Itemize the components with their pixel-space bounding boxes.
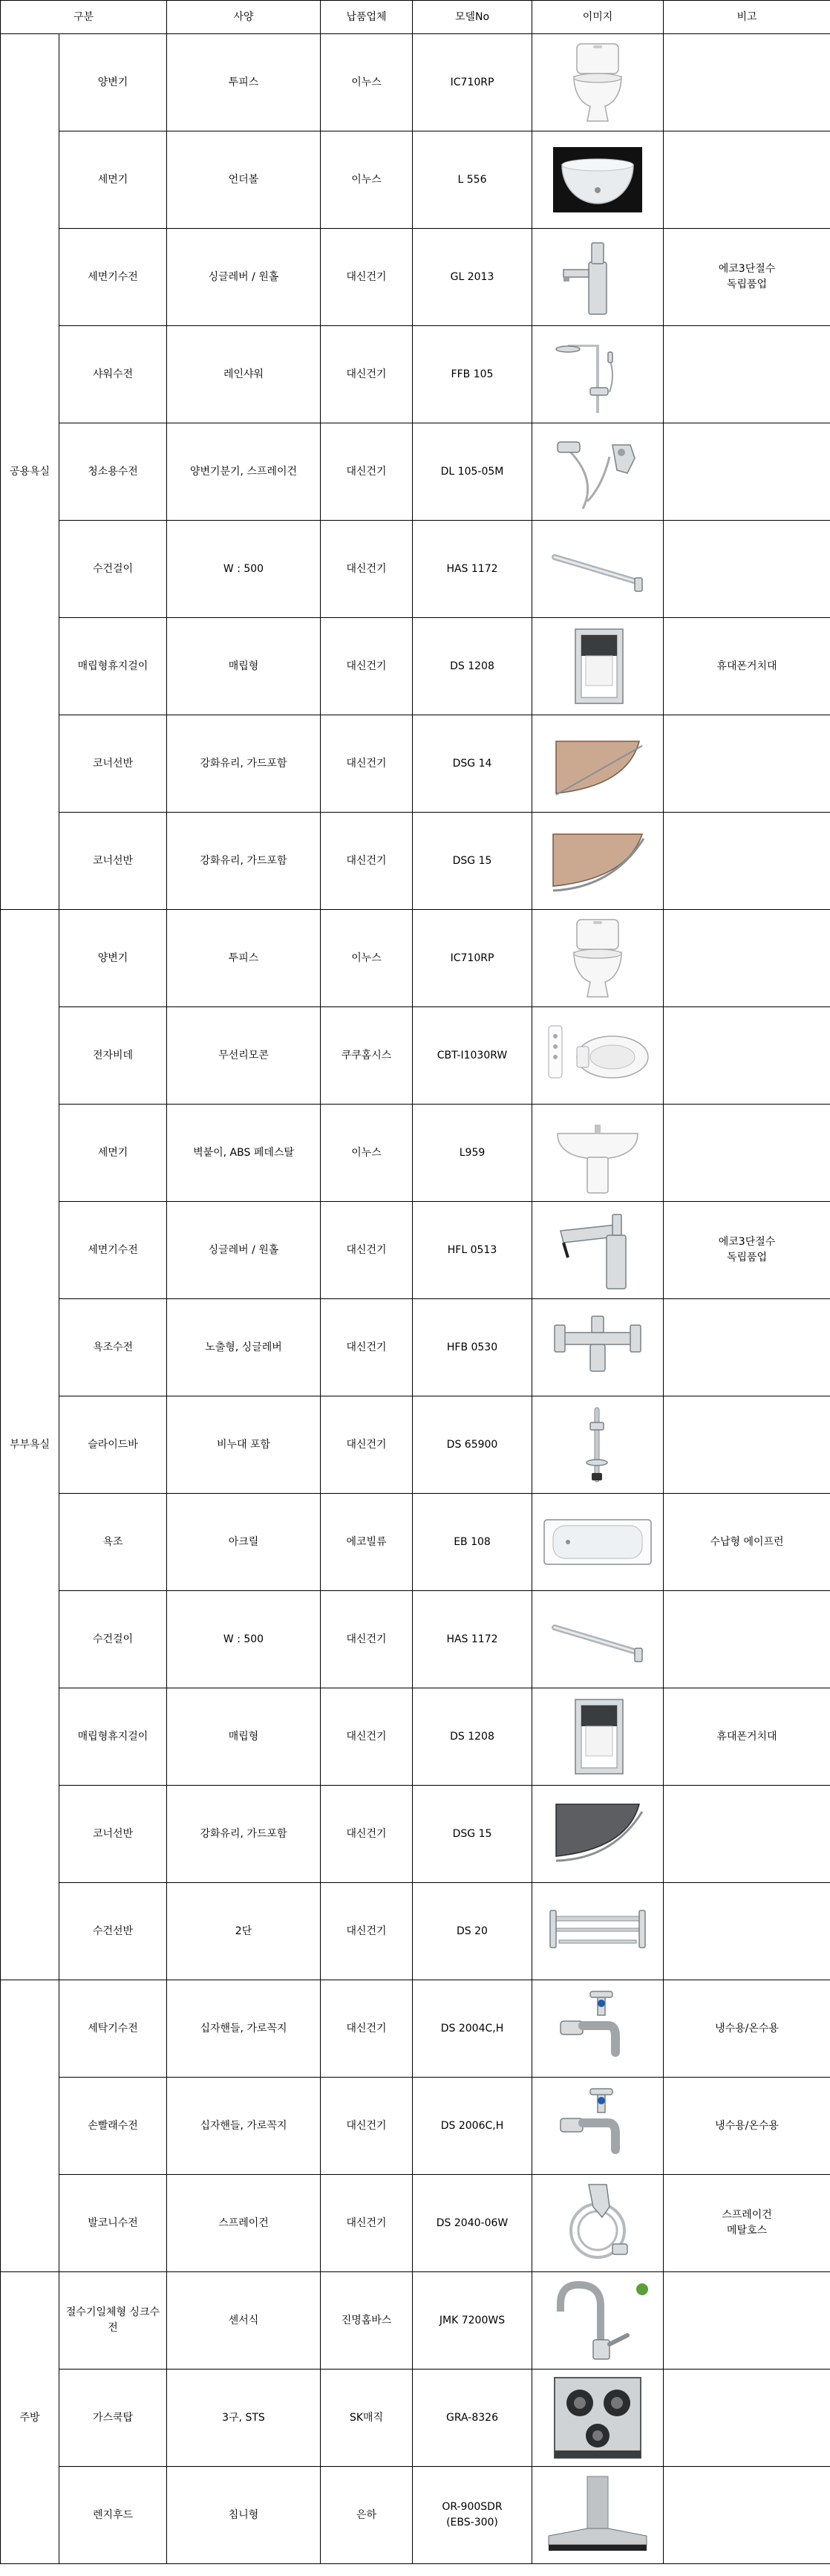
pedestal-basin-icon	[538, 1108, 657, 1197]
vendor-cell: 이누스	[321, 34, 413, 131]
image-cell	[532, 2272, 664, 2370]
vendor-cell: 대신건기	[321, 229, 413, 326]
washer-tap-icon	[538, 2081, 657, 2170]
note-cell	[664, 326, 830, 423]
note-cell	[664, 1396, 830, 1494]
table-row	[1, 326, 830, 423]
item-name-cell: 발코니수전	[59, 2175, 167, 2272]
note-cell	[664, 910, 830, 1007]
spec-cell: 매립형	[167, 618, 321, 715]
header-row	[1, 1, 830, 34]
spec-cell: 레인샤워	[167, 326, 321, 423]
item-name-cell: 매립형휴지걸이	[59, 618, 167, 715]
model-cell: DSG 14	[413, 715, 532, 813]
note-cell	[664, 813, 830, 910]
item-name-cell: 샤워수전	[59, 326, 167, 423]
image-cell	[532, 34, 664, 131]
note-cell: 냉수용/온수용	[664, 2078, 830, 2175]
model-cell: HAS 1172	[413, 1591, 532, 1688]
model-cell: DSG 15	[413, 813, 532, 910]
range-hood-icon	[538, 2471, 657, 2560]
table-row	[1, 1105, 830, 1202]
vendor-cell: SK매직	[321, 2370, 413, 2467]
vendor-cell: 대신건기	[321, 1688, 413, 1786]
vendor-cell: 대신건기	[321, 618, 413, 715]
vendor-cell: 대신건기	[321, 813, 413, 910]
spec-cell: 십자핸들, 가로꼭지	[167, 1980, 321, 2078]
note-cell: 스프레이건 메탈호스	[664, 2175, 830, 2272]
note-cell: 에코3단절수 독립품업	[664, 1202, 830, 1299]
image-cell	[532, 326, 664, 423]
spec-cell: 2단	[167, 1883, 321, 1980]
item-name-cell: 매립형휴지걸이	[59, 1688, 167, 1786]
sink-faucet-icon	[538, 2276, 657, 2365]
image-cell	[532, 2175, 664, 2272]
note-cell	[664, 715, 830, 813]
vendor-cell: 대신건기	[321, 521, 413, 618]
model-cell: HFB 0530	[413, 1299, 532, 1396]
note-cell	[664, 1299, 830, 1396]
vendor-cell: 이누스	[321, 1105, 413, 1202]
vendor-cell: 대신건기	[321, 326, 413, 423]
table-row	[1, 2175, 830, 2272]
image-cell	[532, 2370, 664, 2467]
model-cell: JMK 7200WS	[413, 2272, 532, 2370]
corner-shelf-bronze-icon	[538, 719, 657, 808]
image-cell	[532, 1980, 664, 2078]
table-row	[1, 229, 830, 326]
model-cell: DS 1208	[413, 618, 532, 715]
note-cell	[664, 423, 830, 521]
rain-shower-icon	[538, 330, 657, 419]
image-cell	[532, 1396, 664, 1494]
image-cell	[532, 1105, 664, 1202]
header-model: 모델No	[413, 1, 532, 34]
spec-cell: 양변기분기, 스프레이건	[167, 423, 321, 521]
washer-tap-icon	[538, 1984, 657, 2073]
table-row	[1, 1786, 830, 1883]
model-cell: GRA-8326	[413, 2370, 532, 2467]
spec-cell: 스프레이건	[167, 2175, 321, 2272]
spec-cell: 강화유리, 가드포함	[167, 813, 321, 910]
group-label: 부부욕실	[1, 910, 59, 1980]
note-cell	[664, 521, 830, 618]
vendor-cell: 이누스	[321, 910, 413, 1007]
note-cell	[664, 2370, 830, 2467]
note-cell: 냉수용/온수용	[664, 1980, 830, 2078]
item-name-cell: 수건선반	[59, 1883, 167, 1980]
item-name-cell: 가스쿡탑	[59, 2370, 167, 2467]
spec-cell: 침니형	[167, 2467, 321, 2564]
spray-gun-icon	[538, 427, 657, 516]
group-label: 주방	[1, 2272, 59, 2564]
spec-cell: 싱글레버 / 원홀	[167, 229, 321, 326]
model-cell: DS 20	[413, 1883, 532, 1980]
image-cell	[532, 1494, 664, 1591]
spec-cell: 언더볼	[167, 131, 321, 229]
image-cell	[532, 1688, 664, 1786]
group-label: 공용욕실	[1, 34, 59, 910]
image-cell	[532, 2467, 664, 2564]
table-row	[1, 618, 830, 715]
item-name-cell: 양변기	[59, 34, 167, 131]
image-cell	[532, 715, 664, 813]
spec-cell: 투피스	[167, 34, 321, 131]
note-cell: 휴대폰거치대	[664, 618, 830, 715]
spec-cell: 십자핸들, 가로꼭지	[167, 2078, 321, 2175]
towel-bar-icon	[538, 1595, 657, 1684]
model-cell: FFB 105	[413, 326, 532, 423]
item-name-cell: 코너선반	[59, 715, 167, 813]
vendor-cell: 대신건기	[321, 1299, 413, 1396]
table-row	[1, 521, 830, 618]
item-name-cell: 절수기일체형 싱크수전	[59, 2272, 167, 2370]
image-cell	[532, 2078, 664, 2175]
basin-faucet-icon	[538, 232, 657, 322]
vendor-cell: 이누스	[321, 131, 413, 229]
item-name-cell: 욕조수전	[59, 1299, 167, 1396]
table-row	[1, 1980, 830, 2078]
spec-cell: 싱글레버 / 원홀	[167, 1202, 321, 1299]
model-cell: EB 108	[413, 1494, 532, 1591]
note-cell	[664, 1591, 830, 1688]
vendor-cell: 쿠쿠홈시스	[321, 1007, 413, 1105]
model-cell: L 556	[413, 131, 532, 229]
image-cell	[532, 423, 664, 521]
model-cell: HFL 0513	[413, 1202, 532, 1299]
table-row	[1, 1688, 830, 1786]
table-row	[1, 131, 830, 229]
image-cell	[532, 813, 664, 910]
note-cell	[664, 34, 830, 131]
vendor-cell: 에코빌류	[321, 1494, 413, 1591]
note-cell	[664, 1007, 830, 1105]
spec-cell: 강화유리, 가드포함	[167, 715, 321, 813]
item-name-cell: 코너선반	[59, 1786, 167, 1883]
model-cell: DS 2006C,H	[413, 2078, 532, 2175]
table-row	[1, 1202, 830, 1299]
towel-shelf-icon	[538, 1887, 657, 1976]
model-cell: OR-900SDR (EBS-300)	[413, 2467, 532, 2564]
item-name-cell: 수건걸이	[59, 521, 167, 618]
corner-shelf-dark-icon	[538, 1789, 657, 1879]
header-image: 이미지	[532, 1, 664, 34]
item-name-cell: 세면기	[59, 131, 167, 229]
undercounter-basin-icon	[538, 135, 657, 224]
gas-cooktop-icon	[538, 2373, 657, 2462]
model-cell: DL 105-05M	[413, 423, 532, 521]
model-cell: DS 2040-06W	[413, 2175, 532, 2272]
item-name-cell: 욕조	[59, 1494, 167, 1591]
bath-faucet-icon	[538, 1303, 657, 1392]
item-name-cell: 세면기	[59, 1105, 167, 1202]
image-cell	[532, 1007, 664, 1105]
note-cell	[664, 2272, 830, 2370]
header-category: 구분	[1, 1, 167, 34]
model-cell: DSG 15	[413, 1786, 532, 1883]
vendor-cell: 진명홈바스	[321, 2272, 413, 2370]
image-cell	[532, 618, 664, 715]
toilet-icon	[538, 38, 657, 127]
vendor-cell: 대신건기	[321, 1591, 413, 1688]
item-name-cell: 슬라이드바	[59, 1396, 167, 1494]
image-cell	[532, 1883, 664, 1980]
balcony-spray-icon	[538, 2179, 657, 2268]
vendor-cell: 대신건기	[321, 1980, 413, 2078]
item-name-cell: 코너선반	[59, 813, 167, 910]
note-cell	[664, 1105, 830, 1202]
image-cell	[532, 229, 664, 326]
towel-bar-icon	[538, 524, 657, 614]
note-cell	[664, 131, 830, 229]
model-cell: DS 2004C,H	[413, 1980, 532, 2078]
image-cell	[532, 521, 664, 618]
vendor-cell: 대신건기	[321, 423, 413, 521]
note-cell: 에코3단절수 독립품업	[664, 229, 830, 326]
vendor-cell: 대신건기	[321, 1883, 413, 1980]
note-cell	[664, 1883, 830, 1980]
spec-cell: 무선리모콘	[167, 1007, 321, 1105]
image-cell	[532, 131, 664, 229]
note-cell	[664, 1786, 830, 1883]
paper-holder-icon	[538, 1692, 657, 1781]
spec-cell: 비누대 포함	[167, 1396, 321, 1494]
item-name-cell: 전자비데	[59, 1007, 167, 1105]
table-body	[1, 34, 830, 2564]
item-name-cell: 청소용수전	[59, 423, 167, 521]
vendor-cell: 대신건기	[321, 2175, 413, 2272]
spec-cell: 센서식	[167, 2272, 321, 2370]
header-vendor: 납품업체	[321, 1, 413, 34]
table-row	[1, 1494, 830, 1591]
model-cell: DS 65900	[413, 1396, 532, 1494]
table-row	[1, 2370, 830, 2467]
note-cell: 휴대폰거치대	[664, 1688, 830, 1786]
header-spec: 사양	[167, 1, 321, 34]
paper-holder-icon	[538, 622, 657, 711]
note-cell: 수납형 에이프런	[664, 1494, 830, 1591]
spec-cell: 강화유리, 가드포함	[167, 1786, 321, 1883]
model-cell: L959	[413, 1105, 532, 1202]
item-name-cell: 렌지후드	[59, 2467, 167, 2564]
image-cell	[532, 1591, 664, 1688]
image-cell	[532, 910, 664, 1007]
spec-cell: 아크릴	[167, 1494, 321, 1591]
image-cell	[532, 1202, 664, 1299]
item-name-cell: 수건걸이	[59, 1591, 167, 1688]
spec-cell: 투피스	[167, 910, 321, 1007]
model-cell: IC710RP	[413, 34, 532, 131]
spec-cell: 3구, STS	[167, 2370, 321, 2467]
model-cell: CBT-I1030RW	[413, 1007, 532, 1105]
table-row	[1, 1299, 830, 1396]
spec-cell: 벽붙이, ABS 페데스탈	[167, 1105, 321, 1202]
spec-cell: 노출형, 싱글레버	[167, 1299, 321, 1396]
table-row	[1, 1591, 830, 1688]
model-cell: IC710RP	[413, 910, 532, 1007]
vendor-cell: 은하	[321, 2467, 413, 2564]
toilet-icon	[538, 914, 657, 1003]
model-cell: HAS 1172	[413, 521, 532, 618]
bathtub-icon	[538, 1497, 657, 1587]
table-row	[1, 2272, 830, 2370]
bidet-icon	[538, 1011, 657, 1100]
vendor-cell: 대신건기	[321, 2078, 413, 2175]
item-name-cell: 손빨래수전	[59, 2078, 167, 2175]
image-cell	[532, 1299, 664, 1396]
note-cell	[664, 2467, 830, 2564]
model-cell: GL 2013	[413, 229, 532, 326]
spec-cell: W : 500	[167, 521, 321, 618]
vendor-cell: 대신건기	[321, 1786, 413, 1883]
item-name-cell: 세면기수전	[59, 229, 167, 326]
slide-bar-icon	[538, 1400, 657, 1489]
item-name-cell: 세면기수전	[59, 1202, 167, 1299]
model-cell: DS 1208	[413, 1688, 532, 1786]
vendor-cell: 대신건기	[321, 715, 413, 813]
spec-cell: 매립형	[167, 1688, 321, 1786]
item-name-cell: 양변기	[59, 910, 167, 1007]
vendor-cell: 대신건기	[321, 1396, 413, 1494]
table-row	[1, 1883, 830, 1980]
item-name-cell: 세탁기수전	[59, 1980, 167, 2078]
image-cell	[532, 1786, 664, 1883]
table-row	[1, 910, 830, 1007]
spec-cell: W : 500	[167, 1591, 321, 1688]
table-row	[1, 1396, 830, 1494]
table-row	[1, 813, 830, 910]
table-row	[1, 2467, 830, 2564]
waterfall-faucet-icon	[538, 1206, 657, 1295]
table-row	[1, 715, 830, 813]
header-note: 비고	[664, 1, 830, 34]
group-label	[1, 1980, 59, 2272]
table-row	[1, 34, 830, 131]
table-row	[1, 1007, 830, 1105]
corner-shelf-bronze-guard-icon	[538, 816, 657, 905]
table-row	[1, 2078, 830, 2175]
vendor-cell: 대신건기	[321, 1202, 413, 1299]
table-row	[1, 423, 830, 521]
